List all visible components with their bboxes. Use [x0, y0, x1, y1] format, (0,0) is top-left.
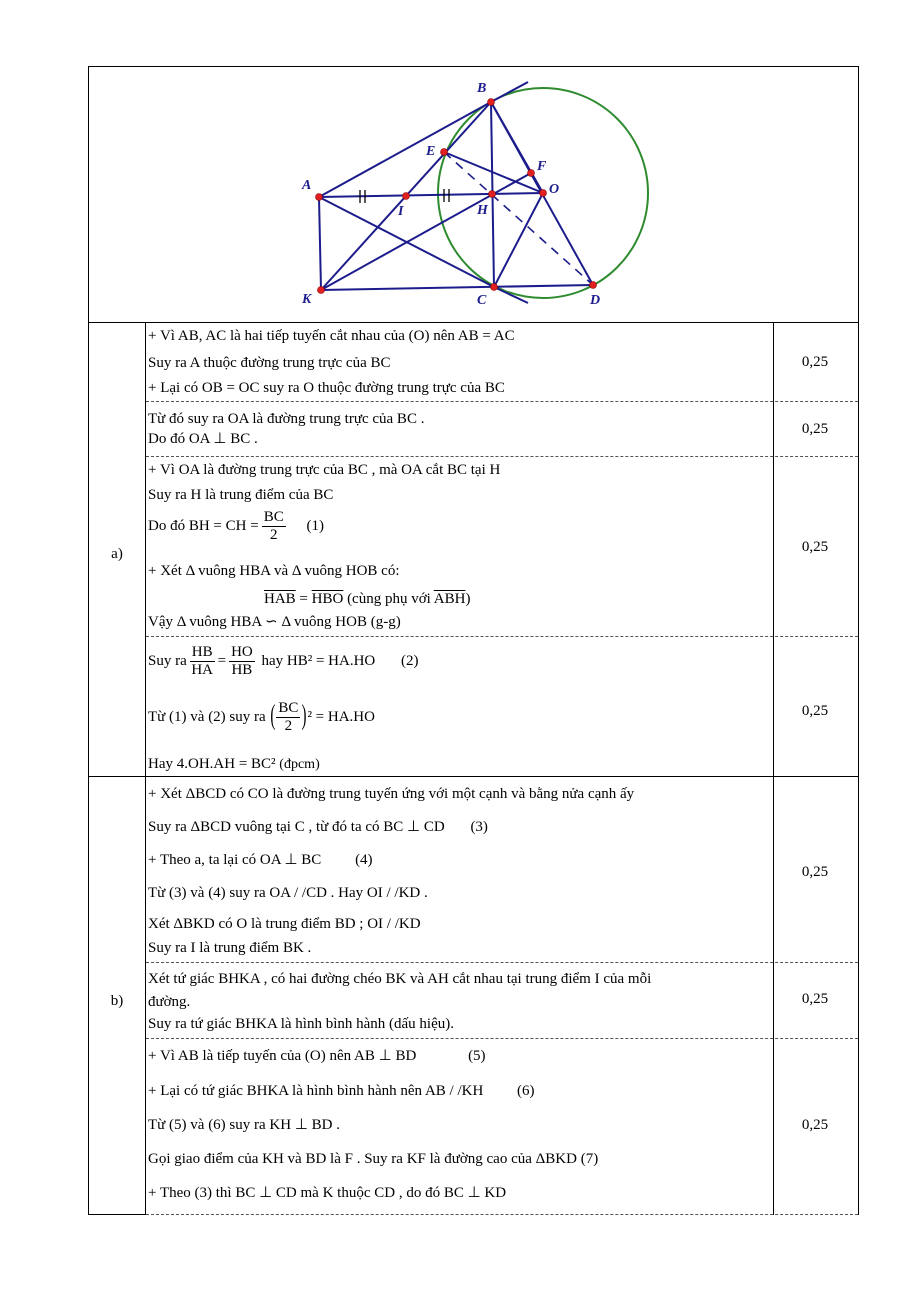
a3-line-6: Vậy Δ vuông HBA ∽ Δ vuông HOB (g-g)	[148, 614, 401, 630]
segment-co	[494, 193, 543, 287]
fraction-denominator: HA	[191, 662, 213, 678]
a3-line-3-text: Do đó BH = CH =	[148, 518, 259, 534]
b1-line-6: Suy ra I là trung điểm BK .	[148, 940, 312, 956]
equation-tag-6: (6)	[517, 1083, 535, 1099]
label-o: O	[549, 182, 560, 197]
a4-line-2-suffix: ² = HA.HO	[307, 709, 375, 725]
score-a3: 0,25	[801, 539, 829, 555]
fraction-numerator: BC	[263, 509, 284, 525]
b3-line-1	[148, 1048, 486, 1065]
point-e	[441, 149, 448, 156]
a3-line-4: + Xét Δ vuông HBA và Δ vuông HOB có:	[148, 563, 400, 579]
fraction-numerator: HO	[231, 644, 253, 660]
point-b	[488, 99, 495, 106]
row-divider-b1	[146, 962, 858, 963]
b1-line-3-text: + Theo a, ta lại có OA ⊥ BC	[148, 852, 322, 868]
equation-tag-3: (3)	[470, 819, 488, 835]
tangent-extension-b	[491, 82, 528, 102]
part-label-b: b)	[110, 993, 124, 1009]
point-k	[318, 287, 325, 294]
segment-kf	[321, 173, 531, 290]
fraction-numerator: BC	[278, 700, 299, 716]
a2-line-2: Do đó OA ⊥ BC .	[148, 431, 258, 447]
fraction-ho-over-hb	[229, 644, 255, 679]
geometry-figure	[89, 67, 858, 322]
row-divider-a1	[146, 401, 858, 402]
equation-tag-4: (4)	[355, 852, 373, 868]
a4-line-2-prefix: Từ (1) và (2) suy ra	[148, 709, 266, 725]
equation-tag-7: (7)	[580, 1151, 599, 1167]
b1-line-1: + Xét ΔBCD có CO là đường trung tuyến ứng với một cạnh và bằng nửa cạnh ấy	[148, 786, 635, 802]
b2-line-2: đường.	[148, 994, 191, 1010]
b3-line-2-text: + Lại có tứ giác BHKA là hình bình hành nên AB / /KH	[148, 1083, 484, 1099]
b3-line-3: Từ (5) và (6) suy ra KH ⊥ BD .	[148, 1117, 340, 1133]
fraction-denominator: HB	[231, 662, 253, 678]
fraction-equals: =	[217, 653, 227, 669]
score-b2: 0,25	[801, 991, 829, 1007]
segment-ao	[319, 193, 543, 197]
b1-line-2-text: Suy ra ΔBCD vuông tại C , từ đó ta có BC ⊥ CD	[148, 819, 445, 835]
row-divider-b2	[146, 1038, 858, 1039]
b1-line-5: Xét ΔBKD có O là trung điểm BD ; OI / /KD	[148, 916, 421, 932]
score-a1: 0,25	[801, 354, 829, 370]
score-b3: 0,25	[801, 1117, 829, 1133]
segment-ak	[319, 197, 321, 290]
point-h	[489, 191, 496, 198]
table-right-border	[858, 66, 859, 1215]
fraction-numerator: HB	[191, 644, 213, 660]
a2-line-1: Từ đó suy ra OA là đường trung trực của BC .	[148, 411, 425, 427]
angle-hbo: $\overline{HBO}$	[311, 591, 344, 607]
angle-reason: (cùng phụ với	[347, 591, 431, 607]
fraction-bc-over-2	[262, 509, 286, 544]
equation-tag-1: (1)	[306, 518, 324, 534]
right-paren: )	[301, 701, 307, 732]
fraction-bc-over-2-squared	[276, 700, 300, 735]
equation-tag-2: (2)	[401, 653, 419, 669]
a4-line-3-text: Hay 4.OH.AH = BC²	[148, 756, 276, 772]
b1-line-2	[148, 819, 488, 836]
point-o	[540, 190, 547, 197]
a3-line-3	[148, 509, 324, 544]
b1-line-3	[148, 852, 373, 869]
table-bottom-border	[88, 1214, 146, 1215]
b3-line-5: + Theo (3) thì BC ⊥ CD mà K thuộc CD , do đó BC ⊥ KD	[148, 1185, 507, 1201]
score-a4: 0,25	[801, 703, 829, 719]
fraction-denominator: 2	[269, 527, 278, 543]
label-k: K	[302, 292, 312, 307]
row-divider-a3	[146, 636, 858, 637]
table-bottom-dashed	[146, 1214, 858, 1215]
label-c: C	[477, 293, 487, 308]
point-c	[491, 284, 498, 291]
a4-line-1	[148, 644, 419, 679]
fraction-hb-over-ha	[190, 644, 215, 679]
b3-line-2	[148, 1083, 535, 1100]
a4-line-1-suffix: hay HB² = HA.HO	[261, 653, 376, 669]
b3-line-1-text: + Vì AB là tiếp tuyến của (O) nên AB ⊥ BD	[148, 1048, 417, 1064]
label-d: D	[590, 293, 601, 308]
part-label-a: a)	[111, 546, 123, 562]
row-divider-a2	[146, 456, 858, 457]
b2-line-1: Xét tứ giác BHKA , có hai đường chéo BK và AH cắt nhau tại trung điểm I của mỗi	[148, 971, 652, 987]
segment-ab	[319, 102, 491, 197]
point-d	[590, 282, 597, 289]
left-paren: (	[270, 701, 276, 732]
equation-tag-5: (5)	[468, 1048, 486, 1064]
a4-line-2	[148, 700, 375, 735]
a4-line-3-end: (đpcm)	[279, 757, 320, 772]
label-f: F	[537, 159, 547, 174]
b1-line-4: Từ (3) và (4) suy ra OA / /CD . Hay OI / /KD .	[148, 885, 428, 901]
score-a2: 0,25	[801, 421, 829, 437]
a1-line-3: + Lại có OB = OC suy ra O thuộc đường trung trực của BC	[148, 380, 505, 396]
tangent-extension-c	[494, 287, 528, 303]
fraction-denominator: 2	[284, 718, 293, 734]
a3-line-2: Suy ra H là trung điểm của BC	[148, 487, 334, 503]
point-f	[528, 170, 535, 177]
b3-line-4-text: Gọi giao điểm của KH và BD là F . Suy ra KF là đường cao của ΔBKD	[148, 1151, 577, 1167]
point-a	[316, 194, 323, 201]
angle-equals: =	[299, 591, 308, 607]
b2-line-3: Suy ra tứ giác BHKA là hình bình hành (dấu hiệu).	[148, 1016, 454, 1032]
angle-reason-end: )	[465, 591, 471, 607]
a1-line-2: Suy ra A thuộc đường trung trực của BC	[148, 355, 391, 371]
label-b: B	[477, 81, 487, 96]
segment-kd	[321, 285, 593, 290]
a4-line-3	[148, 756, 320, 773]
b3-line-4	[148, 1151, 598, 1168]
score-b1: 0,25	[801, 864, 829, 880]
section-divider-ab	[88, 776, 859, 777]
label-i: I	[398, 204, 404, 219]
angle-abh: $\overline{ABH}$	[433, 591, 466, 607]
label-e: E	[426, 144, 436, 159]
a4-line-1-prefix: Suy ra	[148, 653, 187, 669]
segment-bo	[491, 102, 543, 193]
figure-bottom-border	[88, 322, 859, 323]
label-a: A	[302, 178, 312, 193]
a1-line-1: + Vì AB, AC là hai tiếp tuyến cắt nhau của (O) nên AB = AC	[148, 328, 515, 344]
a3-line-5	[264, 591, 470, 608]
point-i	[403, 193, 410, 200]
angle-hab: $\overline{HAB}$	[264, 591, 296, 607]
a3-line-1: + Vì OA là đường trung trực của BC , mà OA cắt BC tại H	[148, 462, 501, 478]
label-h: H	[477, 203, 488, 218]
